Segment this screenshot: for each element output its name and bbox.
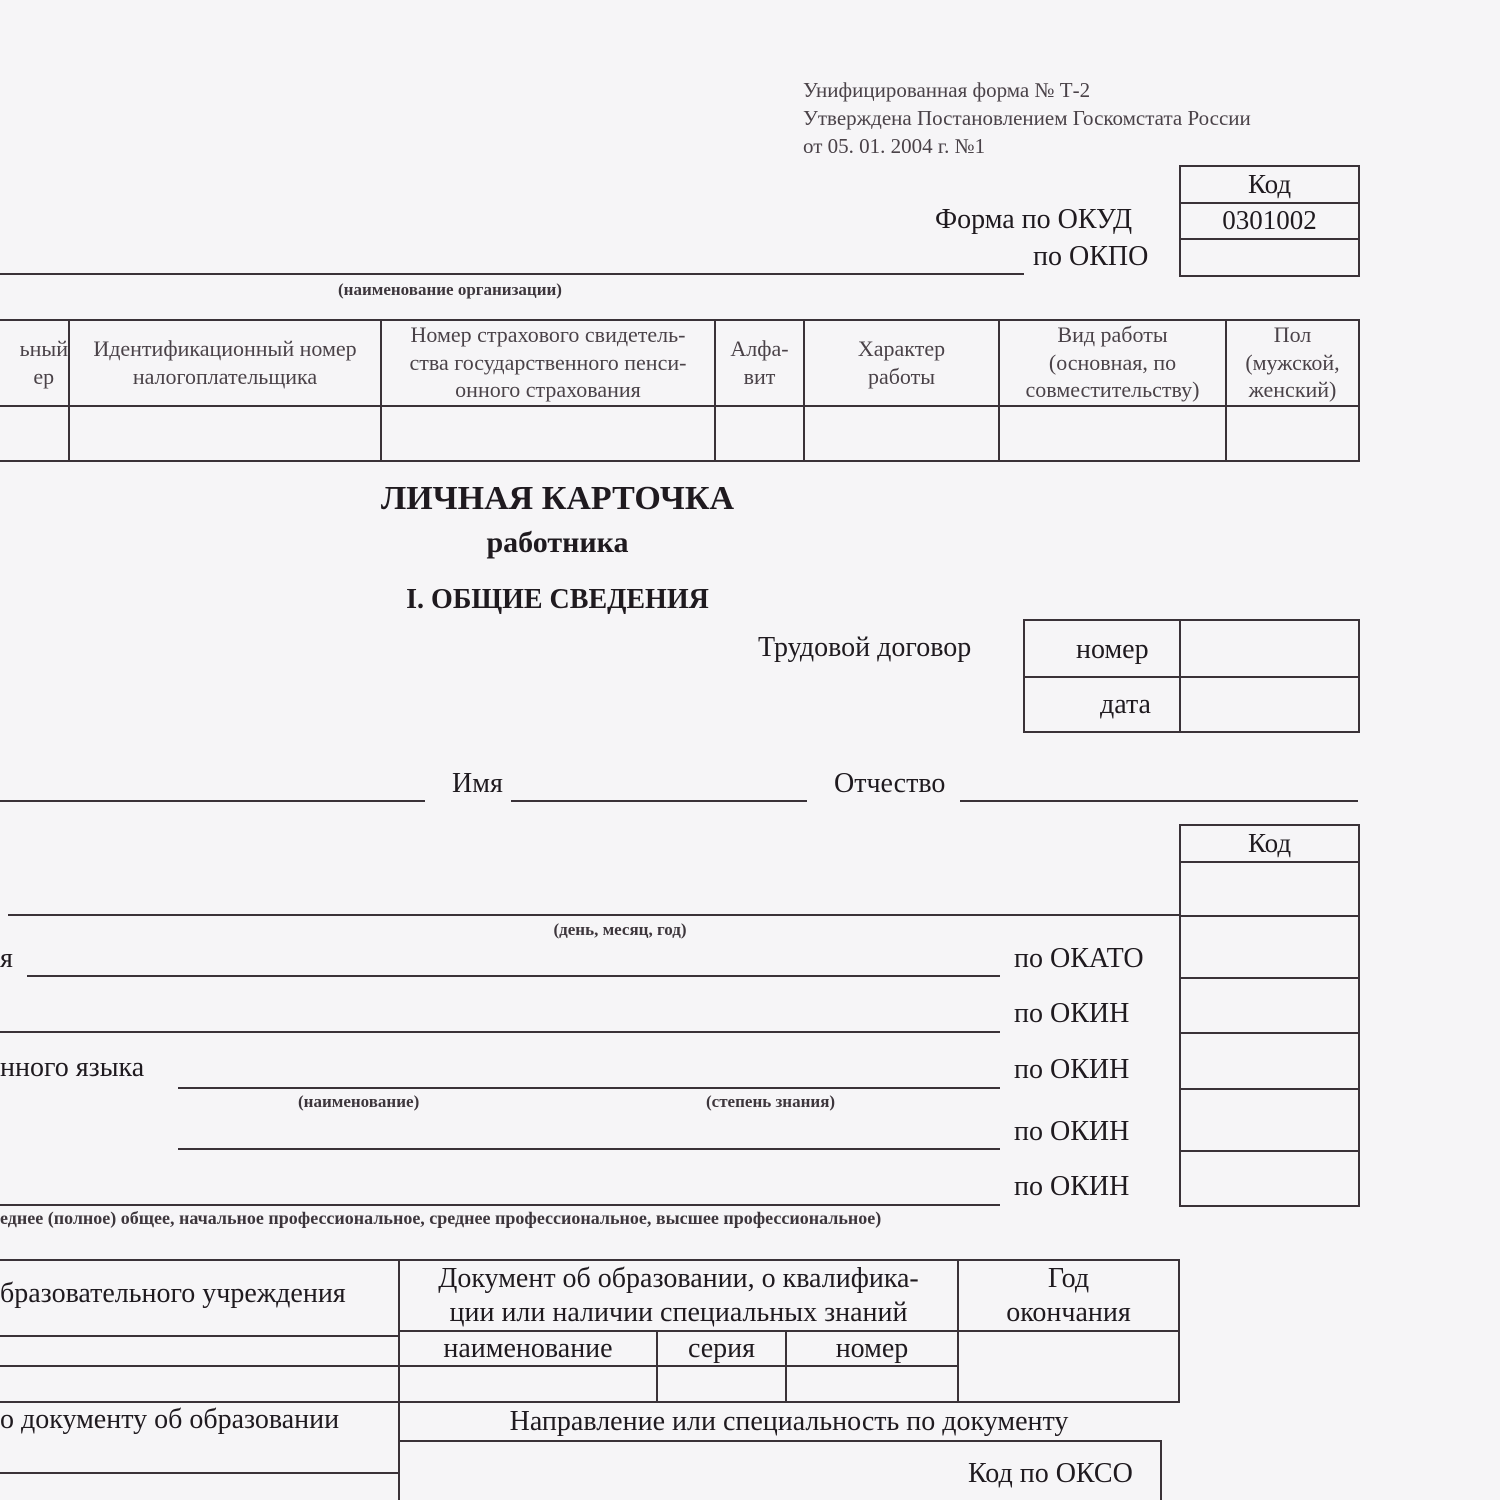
birthplace-line[interactable] [27, 975, 1000, 977]
header-gender: Пол (мужской, женский) [1245, 322, 1340, 403]
okpo-code-value[interactable] [1181, 240, 1358, 275]
education-caption: еднее (полное) общее, начальное профессиональное, среднее профессиональное, высшее профессиональное) [0, 1208, 882, 1228]
okud-code-value: 0301002 [1222, 205, 1317, 235]
patronymic-label: Отчество [834, 768, 946, 799]
language-degree-caption: (степень знания) [706, 1092, 836, 1111]
patronymic-line[interactable] [960, 800, 1358, 802]
okpo-label: по ОКПО [1033, 241, 1149, 272]
header-inn: Идентификационный номер налогоплательщика [93, 336, 357, 389]
organization-caption: (наименование организации) [338, 280, 562, 299]
cell-personnel-number[interactable] [0, 407, 68, 459]
cell-gender[interactable] [1227, 407, 1358, 459]
cell-alphabet[interactable] [716, 407, 803, 459]
approval-line-2: Утверждена Постановлением Госкомстата России [803, 106, 1251, 130]
document-title: ЛИЧНАЯ КАРТОЧКА [380, 480, 735, 517]
header-work-character: Характер работы [857, 336, 946, 389]
contract-number-label: номер [1076, 634, 1149, 665]
document-subtitle: работника [486, 526, 629, 559]
language-name-caption: (наименование) [298, 1092, 420, 1111]
education-line[interactable] [0, 1204, 1000, 1206]
birth-date-caption: (день, месяц, год) [553, 920, 687, 939]
code-column-header: Код [1247, 827, 1292, 858]
first-name-line[interactable] [511, 800, 807, 802]
document-series-value[interactable] [658, 1367, 785, 1401]
qualification-header: о документу об образовании [0, 1404, 340, 1435]
birth-date-line[interactable] [8, 914, 1180, 916]
header-alphabet: Алфа- вит [730, 336, 789, 389]
approval-line-3: от 05. 01. 2004 г. №1 [803, 134, 986, 158]
contract-number-value[interactable] [1182, 621, 1358, 676]
direction-value[interactable] [400, 1442, 960, 1500]
first-name-label: Имя [452, 768, 503, 799]
approval-line-1: Унифицированная форма № Т-2 [803, 78, 1091, 102]
surname-line[interactable] [0, 800, 425, 802]
contract-label: Трудовой договор [758, 632, 972, 663]
direction-header: Направление или специальность по документу [509, 1405, 1069, 1437]
okin-label-3: по ОКИН [1014, 1116, 1130, 1147]
okin-label-1: по ОКИН [1014, 998, 1130, 1029]
okso-label: Код по ОКСО [968, 1458, 1133, 1489]
top-code-header: Код [1247, 168, 1292, 199]
institution-value[interactable] [0, 1367, 398, 1401]
citizenship-line[interactable] [0, 1031, 1000, 1033]
document-number-value[interactable] [787, 1367, 957, 1401]
birthplace-label-tail: я [0, 943, 13, 974]
okud-label: Форма по ОКУД [935, 204, 1133, 235]
section-title: I. ОБЩИЕ СВЕДЕНИЯ [406, 584, 709, 615]
foreign-language-line-2[interactable] [178, 1148, 1000, 1150]
header-work-type: Вид работы (основная, по совместительству) [1025, 322, 1200, 403]
document-number-header: номер [835, 1332, 909, 1364]
cell-work-character[interactable] [805, 407, 998, 459]
foreign-language-line[interactable] [178, 1087, 1000, 1089]
okato-label: по ОКАТО [1014, 943, 1144, 974]
institution-header: бразовательного учреждения [0, 1278, 346, 1309]
header-insurance-number: Номер страхового свидетель- ства государственного пенси- онного страхования [409, 322, 687, 403]
foreign-language-label: нного языка [0, 1052, 145, 1083]
okin-label-4: по ОКИН [1014, 1171, 1130, 1202]
graduation-year-header: Год окончания [1006, 1262, 1131, 1328]
graduation-year-value[interactable] [959, 1332, 1178, 1401]
contract-date-value[interactable] [1182, 678, 1358, 731]
form-approval-note [803, 76, 1251, 160]
document-name-header: наименование [443, 1332, 613, 1364]
cell-insurance-number[interactable] [382, 407, 714, 459]
document-name-value[interactable] [400, 1367, 656, 1401]
header-personnel-number: ьный ер [19, 336, 68, 389]
cell-work-type[interactable] [1000, 407, 1225, 459]
contract-date-label: дата [1100, 689, 1151, 720]
cell-inn[interactable] [70, 407, 380, 459]
document-series-header: серия [687, 1332, 756, 1364]
okin-label-2: по ОКИН [1014, 1054, 1130, 1085]
education-document-header: Документ об образовании, о квалифика- ции или наличии специальных знаний [438, 1262, 919, 1328]
organization-name-line[interactable] [0, 273, 1024, 275]
